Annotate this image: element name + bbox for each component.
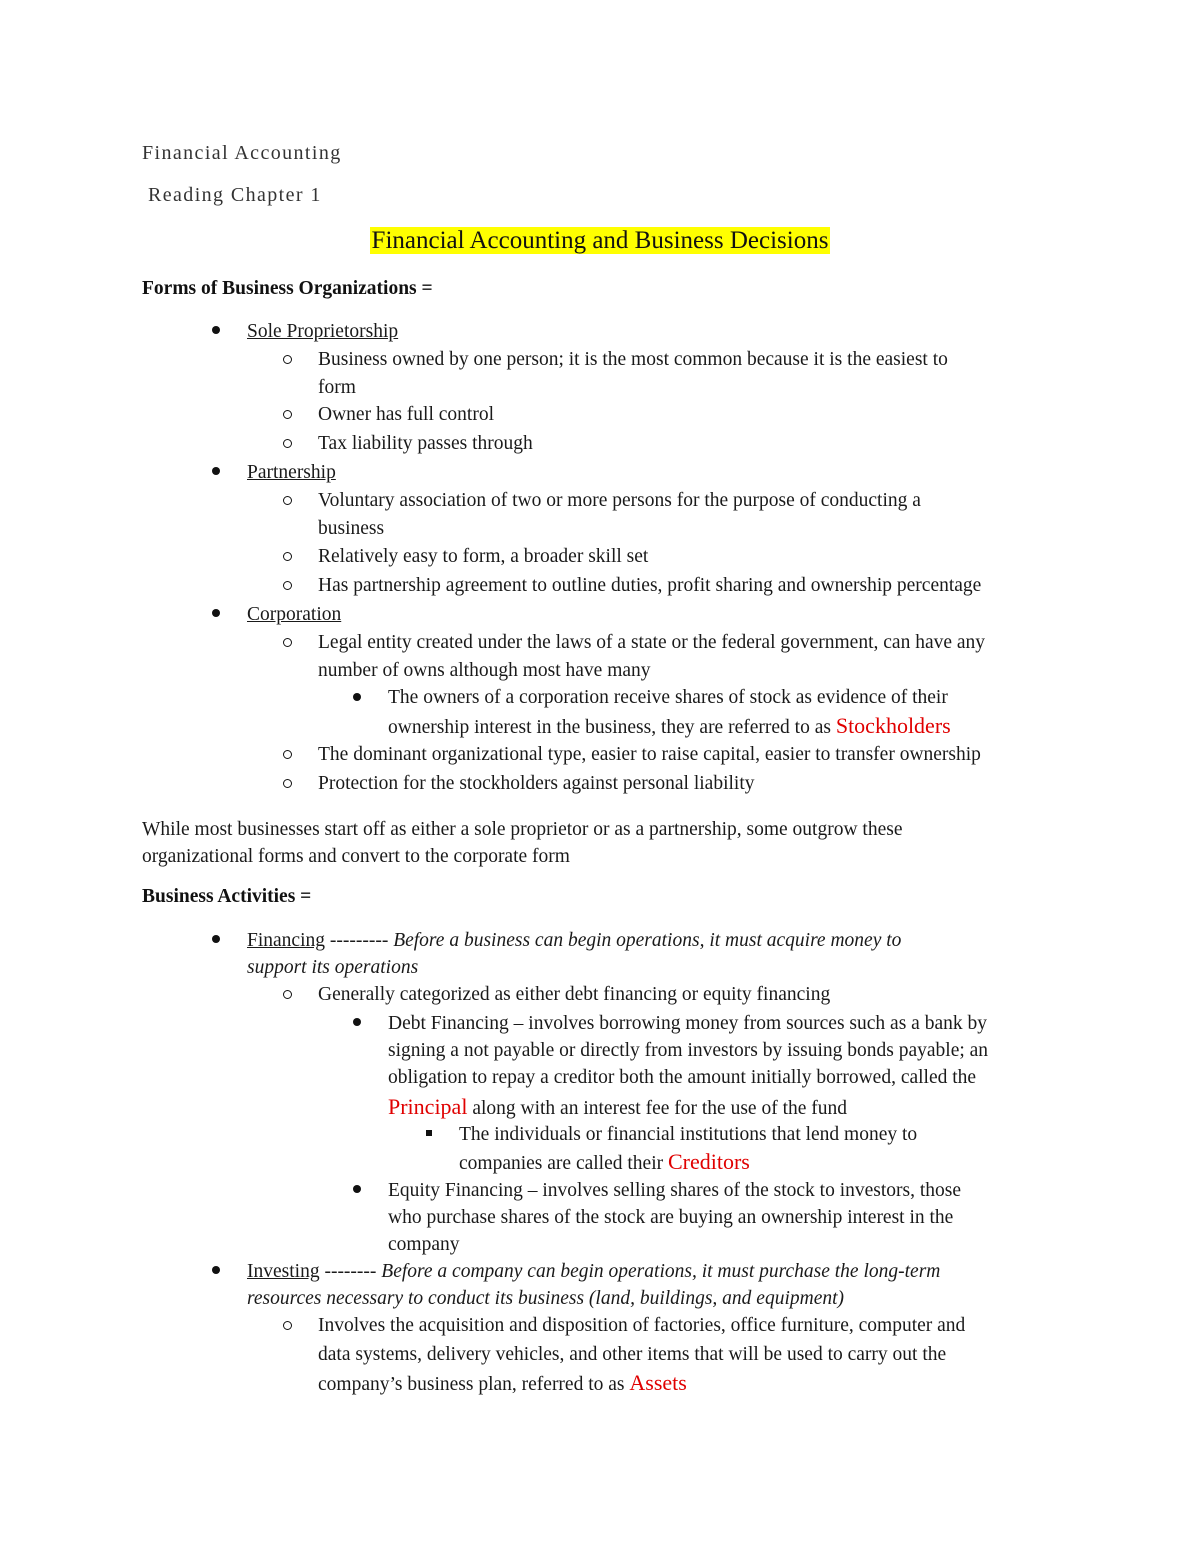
investing-desc: Before a company can begin operations, it must purchase the long-term (381, 1261, 941, 1282)
term-assets: Assets (629, 1370, 687, 1395)
bullet-square-icon (426, 1130, 432, 1136)
sole-point-3: Tax liability passes through (318, 433, 533, 454)
corporation-point-2: The dominant organizational type, easier to raise capital, easier to transfer ownership (318, 744, 981, 765)
financing-line-1 (247, 927, 901, 954)
financing-label: Financing (247, 930, 325, 951)
forms-heading: Forms of Business Organizations = (142, 278, 433, 299)
creditors-text: companies are called their (459, 1153, 664, 1174)
partnership-point-1-cont: business (318, 518, 385, 539)
bullet-circle-icon (283, 581, 292, 590)
sole-point-1: Business owned by one person; it is the most common because it is the easiest to (318, 349, 948, 370)
corporation-point-3: Protection for the stockholders against personal liability (318, 773, 755, 794)
term-creditors: Creditors (667, 1149, 750, 1174)
corporation-label: Corporation (247, 604, 342, 625)
bullet-disc-icon (212, 935, 220, 943)
corporation-point-1: Legal entity created under the laws of a state or the federal government, can have any (318, 632, 986, 653)
bullet-disc-icon (353, 693, 361, 701)
bullet-circle-icon (283, 496, 292, 505)
course-header: Financial Accounting (142, 142, 342, 164)
bullet-disc-icon (212, 326, 220, 334)
paragraph-line-2: organizational forms and convert to the corporate form (142, 846, 570, 867)
bullet-circle-icon (283, 990, 292, 999)
investing-desc-cont: resources necessary to conduct its business (land, buildings, and equipment) (247, 1288, 845, 1309)
bullet-disc-icon (353, 1018, 361, 1026)
investing-dashes: -------- (324, 1261, 377, 1282)
debt-line-4 (388, 1093, 847, 1122)
financing-desc-cont: support its operations (247, 957, 419, 978)
corporation-sub-line-1: The owners of a corporation receive shares of stock as evidence of their (388, 687, 948, 708)
sole-proprietorship-label: Sole Proprietorship (247, 321, 399, 342)
investing-point-line-3 (318, 1369, 687, 1398)
term-stockholders: Stockholders (835, 713, 951, 738)
creditors-line-2 (459, 1148, 750, 1177)
term-principal: Principal (388, 1094, 468, 1119)
corporation-sub-text: ownership interest in the business, they are referred to as (388, 717, 831, 738)
equity-line-1: Equity Financing – involves selling shares of the stock to investors, those (388, 1180, 962, 1201)
partnership-point-2: Relatively easy to form, a broader skill set (318, 546, 649, 567)
partnership-label: Partnership (247, 462, 336, 483)
document-title: Financial Accounting and Business Decisions (371, 227, 829, 254)
investing-point-text: company’s business plan, referred to as (318, 1374, 625, 1395)
sole-point-2: Owner has full control (318, 404, 494, 425)
investing-point-line-1: Involves the acquisition and disposition of factories, office furniture, computer and (318, 1315, 966, 1336)
bullet-circle-icon (283, 410, 292, 419)
corporation-point-1-cont: number of owns although most have many (318, 660, 651, 681)
bullet-circle-icon (283, 439, 292, 448)
bullet-disc-icon (212, 609, 220, 617)
corporation-sub-line-2 (388, 712, 951, 741)
financing-desc: Before a business can begin operations, it must acquire money to (393, 930, 902, 951)
reading-header: Reading Chapter 1 (148, 184, 322, 206)
debt-line-2: signing a not payable or directly from investors by issuing bonds payable; an (388, 1040, 989, 1061)
paragraph-line-1: While most businesses start off as either a sole proprietor or as a partnership, some outgrow these (142, 819, 903, 840)
bullet-disc-icon (212, 1266, 220, 1274)
bullet-disc-icon (353, 1185, 361, 1193)
debt-line-3: obligation to repay a creditor both the amount initially borrowed, called the (388, 1067, 977, 1088)
bullet-circle-icon (283, 355, 292, 364)
partnership-point-1: Voluntary association of two or more persons for the purpose of conducting a (318, 490, 921, 511)
investing-label: Investing (247, 1261, 320, 1282)
sole-point-1-cont: form (318, 377, 356, 398)
financing-dashes: --------- (329, 930, 389, 951)
bullet-circle-icon (283, 779, 292, 788)
investing-point-line-2: data systems, delivery vehicles, and other items that will be used to carry out the (318, 1344, 947, 1365)
debt-line-4-text: along with an interest fee for the use of the fund (472, 1098, 848, 1119)
partnership-point-3: Has partnership agreement to outline duties, profit sharing and ownership percentage (318, 575, 982, 596)
creditors-line-1: The individuals or financial institutions that lend money to (459, 1124, 918, 1145)
investing-line-1 (247, 1258, 940, 1285)
debt-line-1: Debt Financing – involves borrowing money from sources such as a bank by (388, 1013, 987, 1034)
equity-line-2: who purchase shares of the stock are buying an ownership interest in the (388, 1207, 954, 1228)
bullet-circle-icon (283, 750, 292, 759)
bullet-circle-icon (283, 1321, 292, 1330)
bullet-circle-icon (283, 552, 292, 561)
bullet-disc-icon (212, 467, 220, 475)
bullet-circle-icon (283, 638, 292, 647)
activities-heading: Business Activities = (142, 886, 312, 907)
title-block (0, 227, 1200, 255)
equity-line-3: company (388, 1234, 460, 1255)
financing-point: Generally categorized as either debt financing or equity financing (318, 984, 831, 1005)
